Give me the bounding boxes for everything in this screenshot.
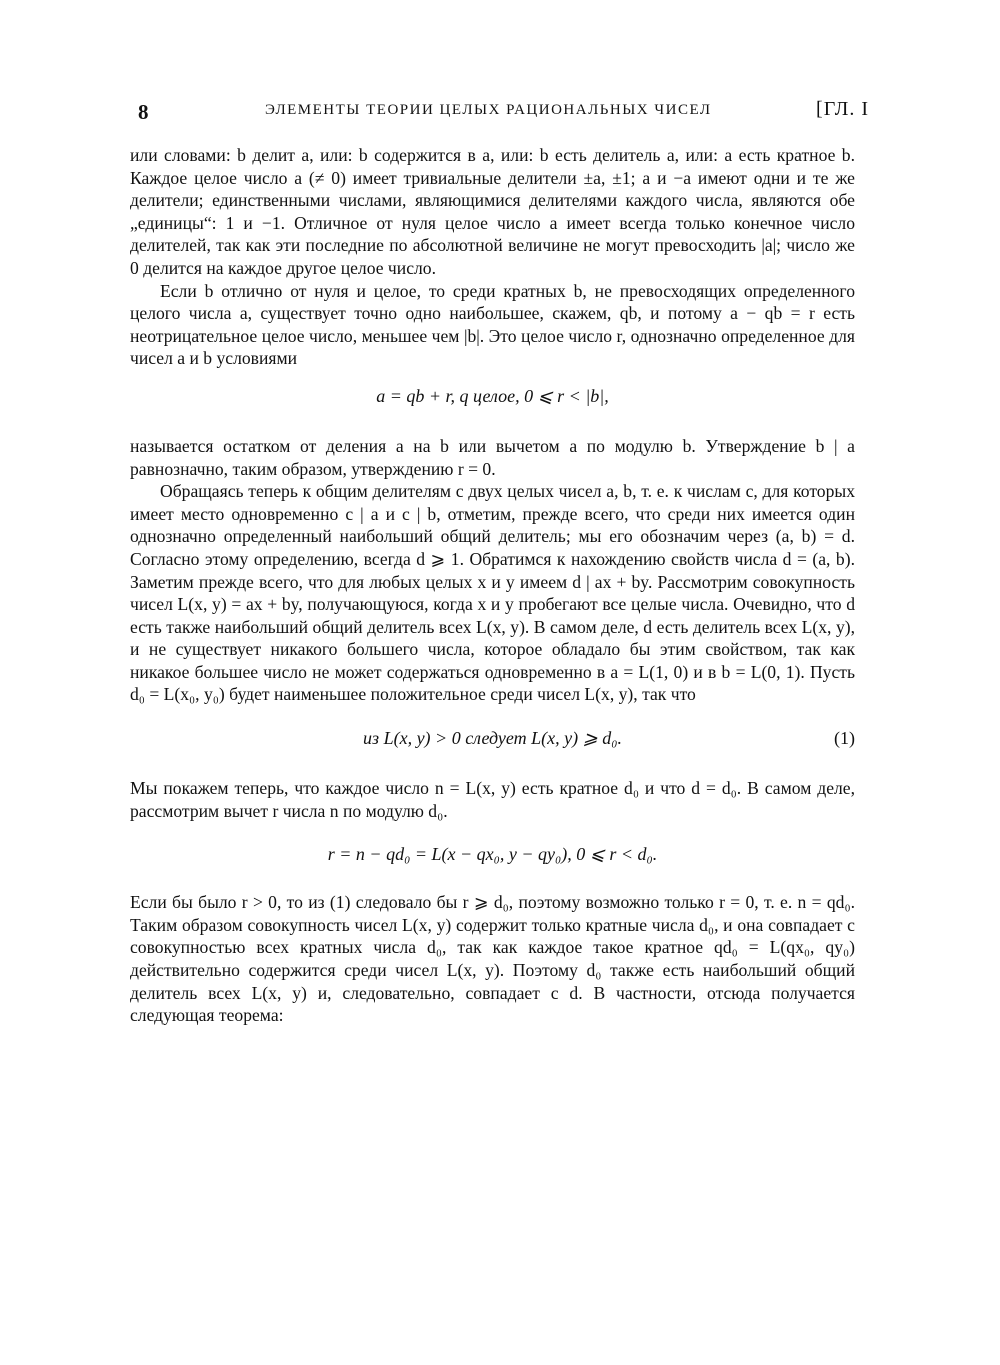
chapter-mark: [ГЛ. I — [816, 98, 869, 120]
paragraph-6: Если бы было r > 0, то из (1) следовало бы r ⩾ d₀, поэтому возможно только r = 0, т. е. n = qd₀. Таким образом совокупность чисел L(x, y) содержит только кратные числа d₀, и она совпадает с совокупностью всех кратных числа d₀, так как каждое такое кратное qd₀ = L(qx₀, qy₀) действительно содержится среди чисел L(x, y). Поэтому d₀ также есть наибольший общий делитель всех L(x, y) и, следовательно, совпадает с d. В частности, отсюда получается следующая теорема: — [130, 892, 855, 1026]
paragraph-3: называется остатком от деления a на b или вычетом a по модулю b. Утверждение b | a равнозначно, таким образом, утверждению r = 0. — [130, 435, 855, 479]
formula-1-text: из L(x, y) > 0 следует L(x, y) ⩾ d₀. — [363, 728, 622, 749]
paragraph-1: или словами: b делит a, или: b содержится в a, или: b есть делитель a, или: a есть кратное b. Каждое целое число a (≠ 0) имеет тривиальные делители ±a, ±1; a и −a имеют одни и те же делители; единственными числами, являющимися делителями каждого числа, являются обе „единицы“: 1 и −1. Отличное от нуля целое число a имеет всегда только конечное число делителей, так как эти последние по абсолютной величине не могут превосходить |a|; число же 0 делится на каждое другое целое число. — [130, 145, 855, 278]
formula-1 — [130, 728, 855, 749]
formula-residue: r = n − qd₀ = L(x − qx₀, y − qy₀), 0 ⩽ r < d₀. — [327, 844, 658, 865]
paragraph-4: Обращаясь теперь к общим делителям c двух целых чисел a, b, т. е. к числам c, для которых имеет место одновременно c | a и c | b, отметим, прежде всего, что среди них имеется один однозначно определенный наибольший общий делитель; мы его обозначим через (a, b) = d. Согласно этому определению, всегда d ⩾ 1. Обратимся к нахождению свойств числа d = (a, b). Заметим прежде всего, что для любых целых x и y имеем d | ax + by. Рассмотрим совокупность чисел L(x, y) = ax + by, получающуюся, когда x и y пробегают все целые числа. Очевидно, что d есть также наибольший общий делитель всех L(x, y). В самом деле, d есть делитель всех L(x, y), и не существует никакого большего числа, которое обладало бы этим свойством, так как никакое большее число не может содержаться одновременно в a = L(1, 0) и в b = L(0, 1). Пусть d₀ = L(x₀, y₀) будет наименьшее положительное среди чисел L(x, y), так что — [130, 481, 855, 705]
page-number: 8 — [138, 100, 150, 124]
paragraph-5: Мы покажем теперь, что каждое число n = L(x, y) есть кратное d₀ и что d = d₀. В самом деле, рассмотрим вычет r числа n по модулю d₀. — [130, 778, 855, 821]
book-page — [130, 90, 869, 1027]
equation-number: (1) — [834, 728, 855, 749]
formula-division: a = qb + r, q целое, 0 ⩽ r < |b|, — [376, 385, 609, 406]
running-title: ЭЛЕМЕНТЫ ТЕОРИИ ЦЕЛЫХ РАЦИОНАЛЬНЫХ ЧИСЕЛ — [265, 102, 712, 118]
running-header — [130, 90, 869, 126]
paragraph-2: Если b отлично от нуля и целое, то среди кратных b, не превосходящих определенного целого числа a, существует точно одно наибольшее, скажем, qb, и потому a − qb = r есть неотрицательное целое число, меньшее чем |b|. Это целое число r, однозначно определенное для чисел a и b условиями — [130, 280, 855, 369]
